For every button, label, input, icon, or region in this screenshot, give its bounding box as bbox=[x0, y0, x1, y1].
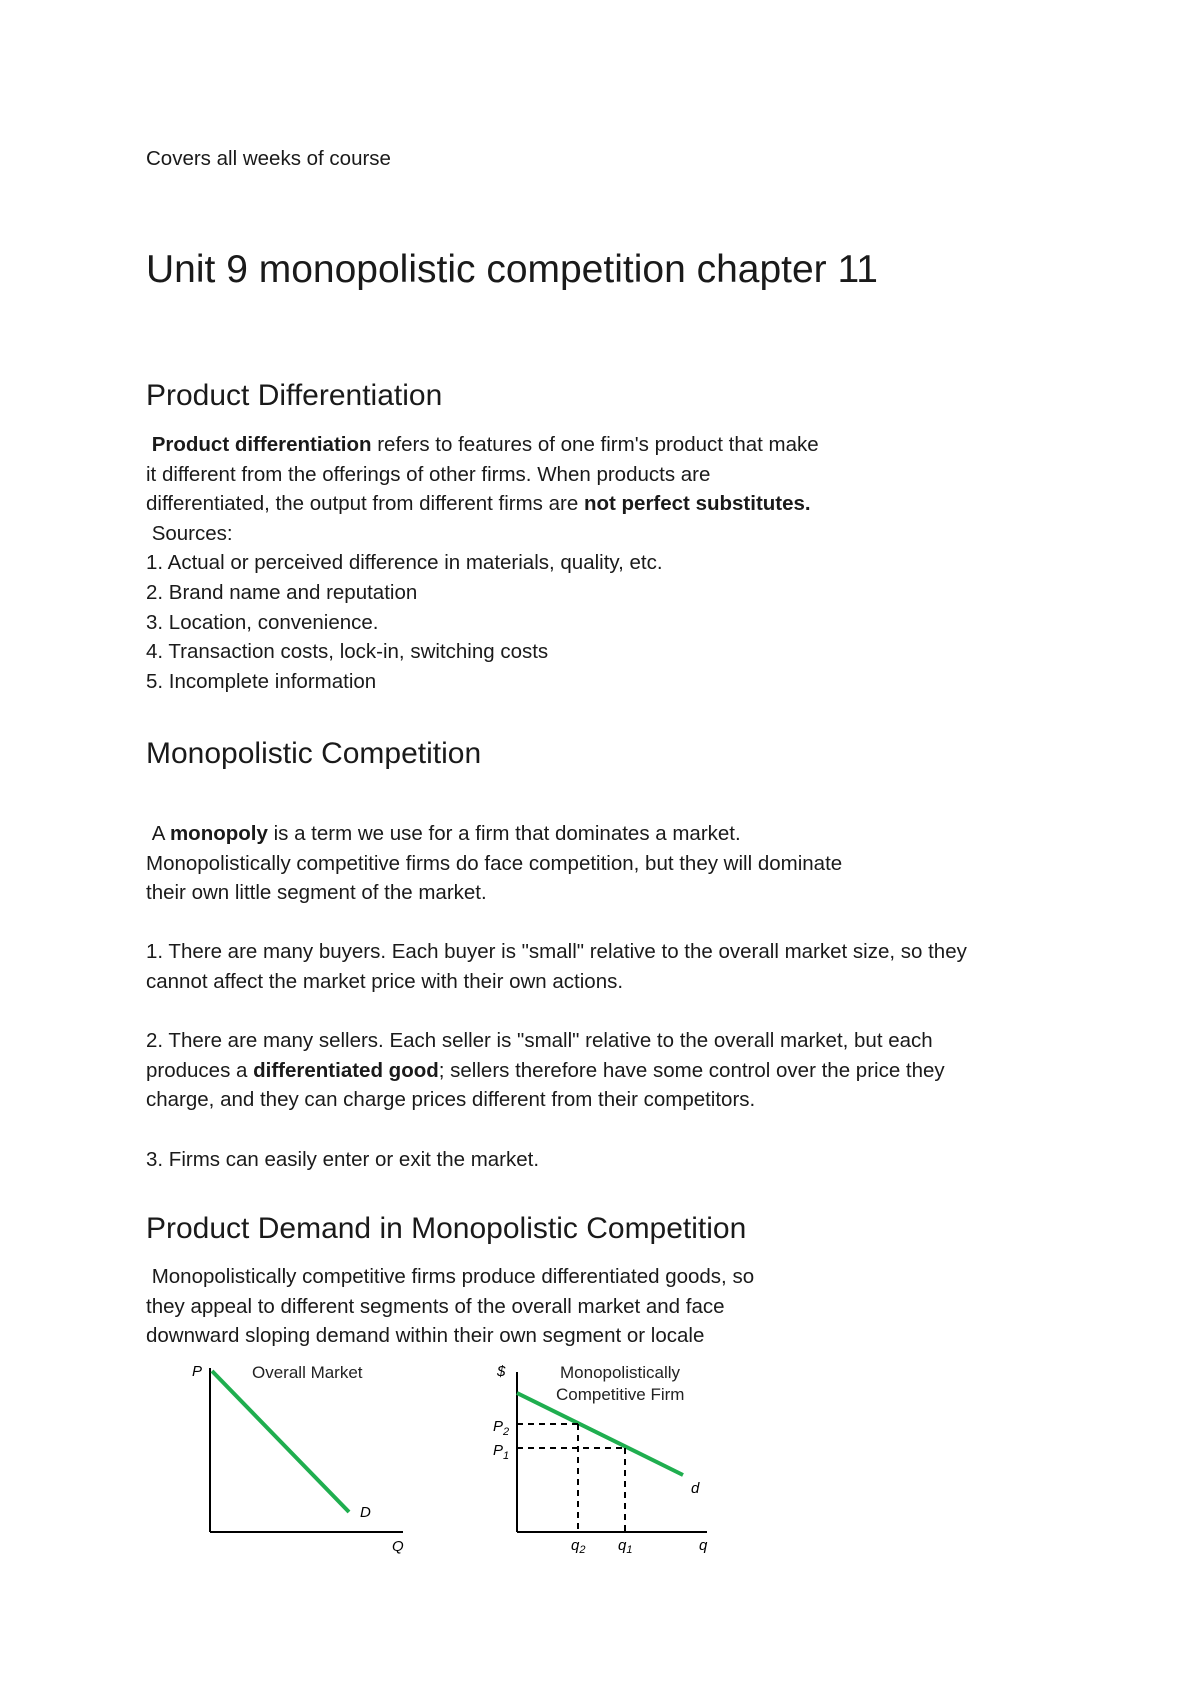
q1-label: $q_1$ bbox=[618, 1537, 633, 1556]
intro-line: Covers all weeks of course bbox=[146, 147, 391, 170]
sources-label: Sources: bbox=[151, 521, 233, 545]
point-1-line: 1. There are many buyers. Each buyer is "small" relative to the overall market size, so they bbox=[146, 940, 967, 964]
page-title: Unit 9 monopolistic competition chapter 11 bbox=[146, 248, 878, 291]
paragraph-line: Product differentiation refers to features of one firm's product that make bbox=[151, 433, 819, 456]
p2-label: $P_2$ bbox=[493, 1418, 510, 1438]
paragraph-line: A monopoly is a term we use for a firm that dominates a market. bbox=[151, 822, 741, 845]
section-heading-product-demand: Product Demand in Monopolistic Competition bbox=[146, 1212, 747, 1245]
term-not-perfect-substitutes: not perfect substitutes. bbox=[583, 492, 811, 516]
chart-title-overall-market: Overall Market bbox=[252, 1363, 363, 1382]
chart-title-firm-line2: Competitive Firm bbox=[556, 1385, 685, 1404]
list-item: 1. Actual or perceived difference in materials, quality, etc. bbox=[146, 551, 663, 575]
paragraph-line: Monopolistically competitive firms do face competition, but they will dominate bbox=[146, 851, 843, 875]
paragraph-line: they appeal to different segments of the overall market and face bbox=[146, 1294, 725, 1318]
point-2-line: produces a differentiated good; sellers therefore have some control over the price they bbox=[146, 1058, 945, 1082]
p1-label: $P_1$ bbox=[493, 1442, 510, 1462]
x-axis-label-left: Q bbox=[392, 1538, 404, 1555]
term-differentiated-good: differentiated good bbox=[253, 1058, 439, 1082]
paragraph-line: downward sloping demand within their own segment or locale bbox=[146, 1324, 705, 1348]
q2-label: $q_2$ bbox=[571, 1537, 586, 1556]
y-axis-label-left: P bbox=[192, 1363, 203, 1380]
paragraph-line: it different from the offerings of other firms. When products are bbox=[146, 462, 711, 486]
point-2-line: charge, and they can charge prices different from their competitors. bbox=[146, 1088, 756, 1112]
point-2-line: 2. There are many sellers. Each seller is "small" relative to the overall market, but each bbox=[146, 1029, 933, 1053]
y-axis-label-right: $ bbox=[497, 1363, 506, 1380]
point-1-line: cannot affect the market price with their own actions. bbox=[146, 969, 624, 993]
chart-title-firm-line1: Monopolistically bbox=[560, 1363, 680, 1382]
paragraph-line: Monopolistically competitive firms produce differentiated goods, so bbox=[151, 1265, 755, 1288]
firm-graph bbox=[493, 1363, 708, 1556]
paragraph-line: differentiated, the output from different firms are not perfect substitutes. bbox=[146, 492, 811, 516]
term-product-differentiation: Product differentiation bbox=[151, 433, 372, 456]
paragraph-line: their own little segment of the market. bbox=[146, 881, 487, 905]
x-axis-label-right: q bbox=[699, 1537, 708, 1554]
demand-curve-label-d: d bbox=[691, 1480, 700, 1497]
section-heading-monopolistic-competition: Monopolistic Competition bbox=[146, 737, 482, 770]
list-item: 2. Brand name and reputation bbox=[146, 580, 418, 604]
list-item: 5. Incomplete information bbox=[146, 669, 377, 693]
firm-demand-curve bbox=[517, 1393, 683, 1475]
market-demand-curve bbox=[212, 1371, 349, 1512]
list-item: 4. Transaction costs, lock-in, switching costs bbox=[146, 640, 549, 664]
point-3-line: 3. Firms can easily enter or exit the market. bbox=[146, 1147, 540, 1171]
term-monopoly: monopoly bbox=[169, 822, 268, 845]
overall-market-graph bbox=[192, 1363, 404, 1555]
demand-curve-label-D: D bbox=[360, 1504, 371, 1521]
section-heading-product-differentiation: Product Differentiation bbox=[146, 379, 443, 412]
list-item: 3. Location, convenience. bbox=[146, 610, 379, 634]
